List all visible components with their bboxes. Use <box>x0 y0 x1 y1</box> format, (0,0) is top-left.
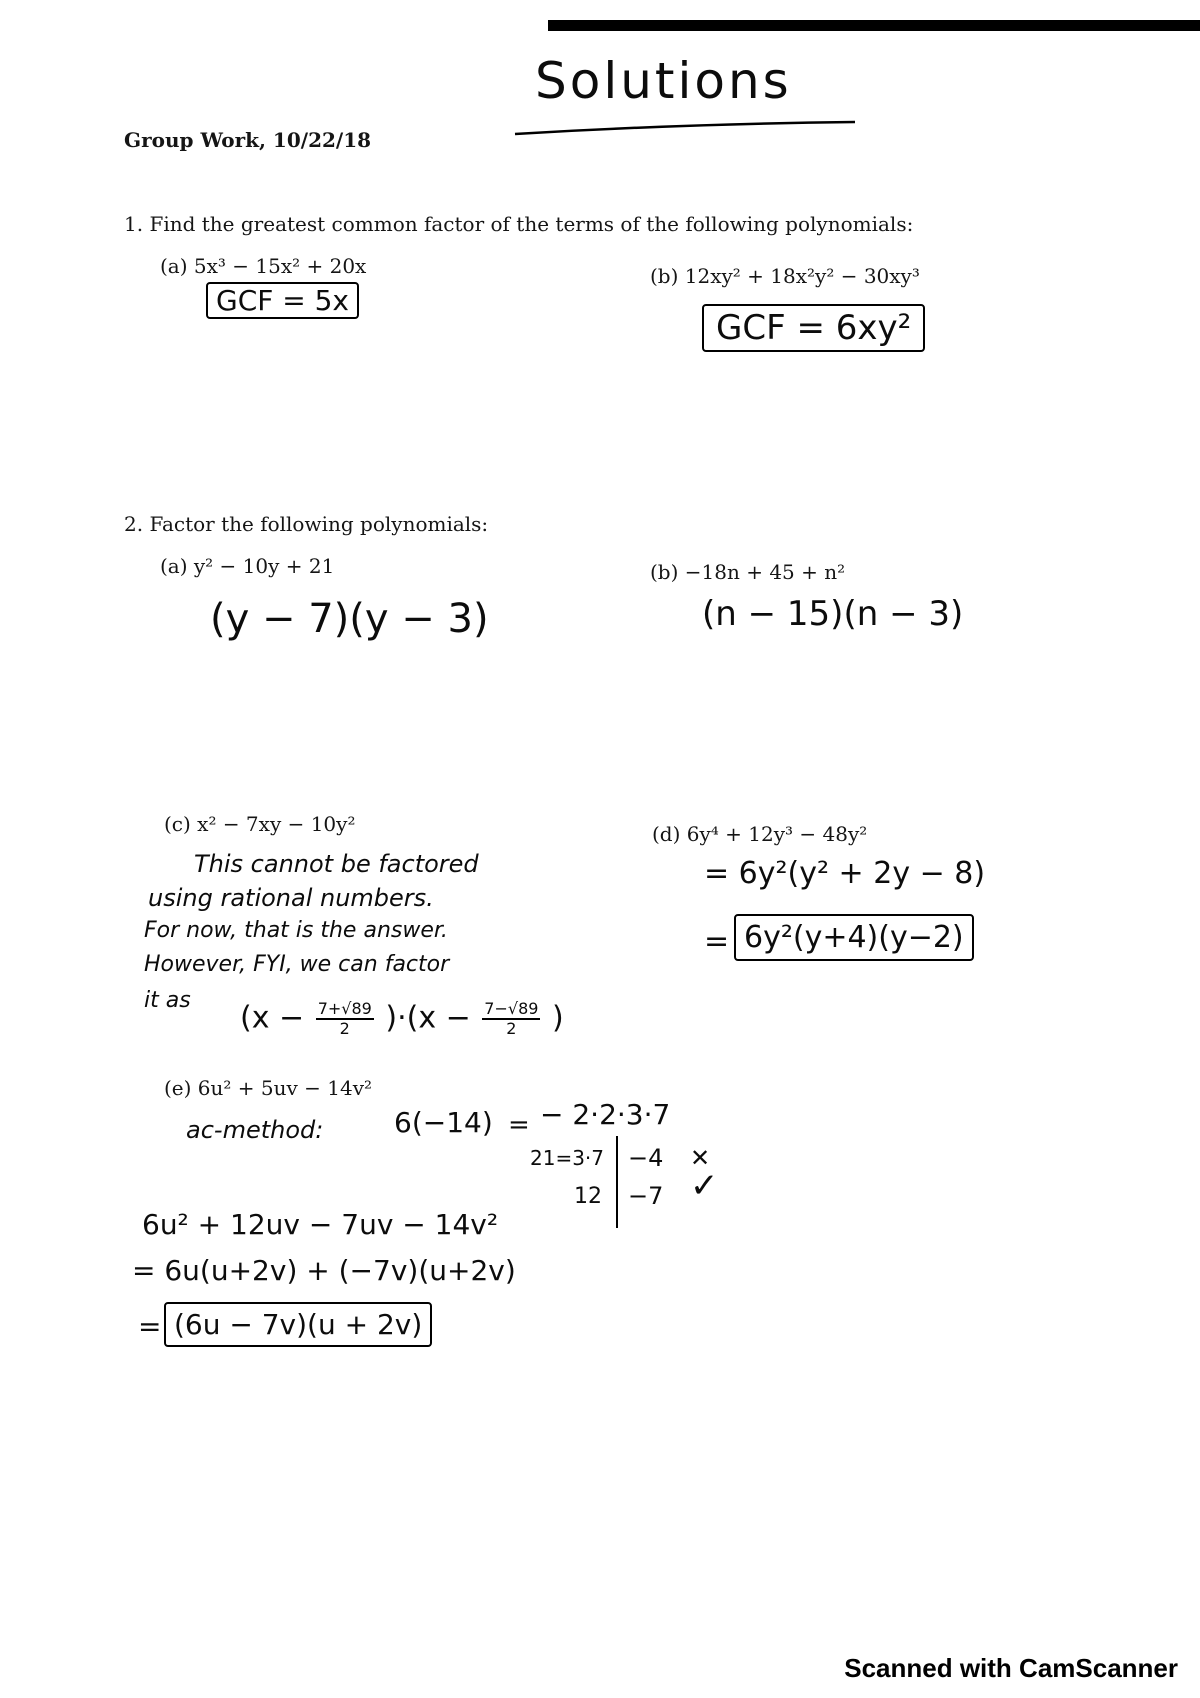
title-underline <box>510 112 860 142</box>
q2c-fraction-2-numerator: 7−√89 <box>484 999 539 1018</box>
q2c-factor1-open: (x − <box>240 1000 305 1036</box>
q1a-answer-box: GCF = 5x <box>206 282 359 319</box>
q2e-problem: (e) 6u² + 5uv − 14v² <box>164 1076 373 1100</box>
q1b-problem: (b) 12xy² + 18x²y² − 30xy³ <box>650 264 920 288</box>
q2e-pair1-right: −4 <box>628 1144 664 1172</box>
q1-prompt: 1. Find the greatest common factor of the terms of the following polynomials: <box>124 212 914 236</box>
q2c-fraction-2-denominator: 2 <box>506 1019 517 1038</box>
q2e-pair2-left: 12 <box>574 1184 602 1209</box>
q2c-factor-close: ) <box>551 1000 564 1036</box>
q2c-fraction-1-numerator: 7+√89 <box>317 999 372 1018</box>
q2c-note-line4: However, FYI, we can factor <box>144 952 450 977</box>
q2c-note-line3: For now, that is the answer. <box>144 918 448 943</box>
q2c-fraction-1-denominator: 2 <box>339 1019 350 1038</box>
q2e-pair1-cross-mark: ✕ <box>690 1144 711 1172</box>
group-work-date: Group Work, 10/22/18 <box>124 128 372 152</box>
q2d-step2-equals: = <box>704 924 730 959</box>
q1b-answer-box: GCF = 6xy² <box>702 304 925 352</box>
q2e-pair2-right: −7 <box>628 1182 664 1210</box>
q2e-pair1-left: 21=3·7 <box>530 1146 605 1170</box>
q2d-problem: (d) 6y⁴ + 12y³ − 48y² <box>652 822 868 846</box>
q2c-fraction-1 <box>316 1000 374 1038</box>
q2b-answer: (n − 15)(n − 3) <box>702 594 964 634</box>
q2e-step2: = 6u(u+2v) + (−7v)(u+2v) <box>132 1254 516 1287</box>
q2c-fraction-2 <box>482 1000 540 1038</box>
q2c-factor-mid: )·(x − <box>385 1000 471 1036</box>
solutions-title: Solutions <box>535 52 792 110</box>
q2e-method-label: ac-method: <box>186 1116 324 1144</box>
q2c-note-line5: it as <box>144 988 191 1013</box>
q2e-answer-box: (6u − 7v)(u + 2v) <box>164 1302 432 1347</box>
q2e-step1: 6u² + 12uv − 7uv − 14v² <box>142 1208 499 1241</box>
q2e-pair2-check-mark: ✓ <box>690 1166 719 1206</box>
q2e-step3-equals: = <box>138 1310 162 1343</box>
q2e-table-divider <box>616 1136 618 1228</box>
camscanner-watermark: Scanned with CamScanner <box>844 1653 1178 1683</box>
q2c-irrational-factorization <box>240 1000 564 1038</box>
scan-top-border <box>548 20 1200 31</box>
q2d-step1: = 6y²(y² + 2y − 8) <box>704 856 986 891</box>
q2c-note-line1: This cannot be factored <box>194 850 479 878</box>
q2c-note-line2: using rational numbers. <box>148 884 434 912</box>
q2c-problem: (c) x² − 7xy − 10y² <box>164 812 356 836</box>
q2a-answer: (y − 7)(y − 3) <box>210 596 489 642</box>
q2-prompt: 2. Factor the following polynomials: <box>124 512 489 536</box>
q2e-ac-product: 6(−14) <box>394 1106 493 1139</box>
q2e-prime-factorization: − 2·2·3·7 <box>540 1098 671 1131</box>
q2b-problem: (b) −18n + 45 + n² <box>650 560 846 584</box>
q2d-answer-box: 6y²(y+4)(y−2) <box>734 914 974 961</box>
q2e-equals: = <box>508 1110 530 1140</box>
q1a-problem: (a) 5x³ − 15x² + 20x <box>160 254 367 278</box>
q2a-problem: (a) y² − 10y + 21 <box>160 554 335 578</box>
